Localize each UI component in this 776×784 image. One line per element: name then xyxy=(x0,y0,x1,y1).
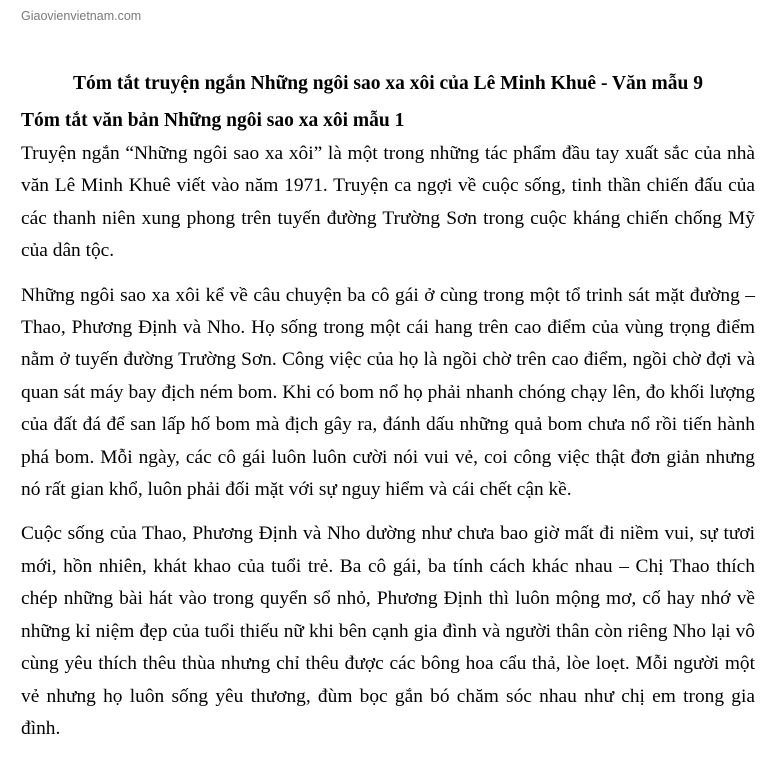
paragraph-3: Cuộc sống của Thao, Phương Định và Nho dường như chưa bao giờ mất đi niềm vui, sự tươi mới, hồn nhiên, khát khao của tuổi trẻ. Ba cô gái, ba tính cách khác nhau – Chị Thao thích chép những bài hát vào trong quyển sổ nhỏ, Phương Định thì luôn mộng mơ, cố hay nhớ về những kỉ niệm đẹp của tuổi thiếu nữ khi bên cạnh gia đình và người thân còn riêng Nho lại vô cùng yêu thích thêu thùa nhưng chỉ thêu được các bông hoa cẩu thả, lòe loẹt. Mỗi người một vẻ nhưng họ luôn sống yêu thương, đùm bọc gắn bó chăm sóc nhau như chị em trong gia đình. xyxy=(21,523,755,739)
document-body xyxy=(21,68,755,757)
document-subtitle: Tóm tắt văn bản Những ngôi sao xa xôi mẫu 1 xyxy=(21,110,405,131)
paragraph-1: Truyện ngắn “Những ngôi sao xa xôi” là một trong những tác phẩm đầu tay xuất sắc của nhà văn Lê Minh Khuê viết vào năm 1971. Truyện ca ngợi về cuộc sống, tinh thần chiến đấu của các thanh niên xung phong trên tuyến đường Trường Sơn trong cuộc kháng chiến chống Mỹ của dân tộc. xyxy=(21,143,755,262)
paragraph-2: Những ngôi sao xa xôi kể về câu chuyện ba cô gái ở cùng trong một tổ trinh sát mặt đường – Thao, Phương Định và Nho. Họ sống trong một cái hang trên cao điểm của vùng trọng điểm nằm ở tuyến đường Trường Sơn. Công việc của họ là ngồi chờ trên cao điểm, ngồi chờ đợi và quan sát máy bay địch ném bom. Khi có bom nổ họ phải nhanh chóng chạy lên, đo khối lượng của đất đá để san lấp hố bom mà địch gây ra, đánh dấu những quả bom chưa nổ rồi tiến hành phá bom. Mỗi ngày, các cô gái luôn luôn cười nói vui vẻ, coi công việc thật đơn giản nhưng nó rất gian khổ, luôn phải đối mặt với sự nguy hiểm và cái chết cận kề. xyxy=(21,284,755,501)
document-title: Tóm tắt truyện ngắn Những ngôi sao xa xôi của Lê Minh Khuê - Văn mẫu 9 xyxy=(72,73,703,94)
site-watermark: Giaovienvietnam.com xyxy=(21,9,142,23)
